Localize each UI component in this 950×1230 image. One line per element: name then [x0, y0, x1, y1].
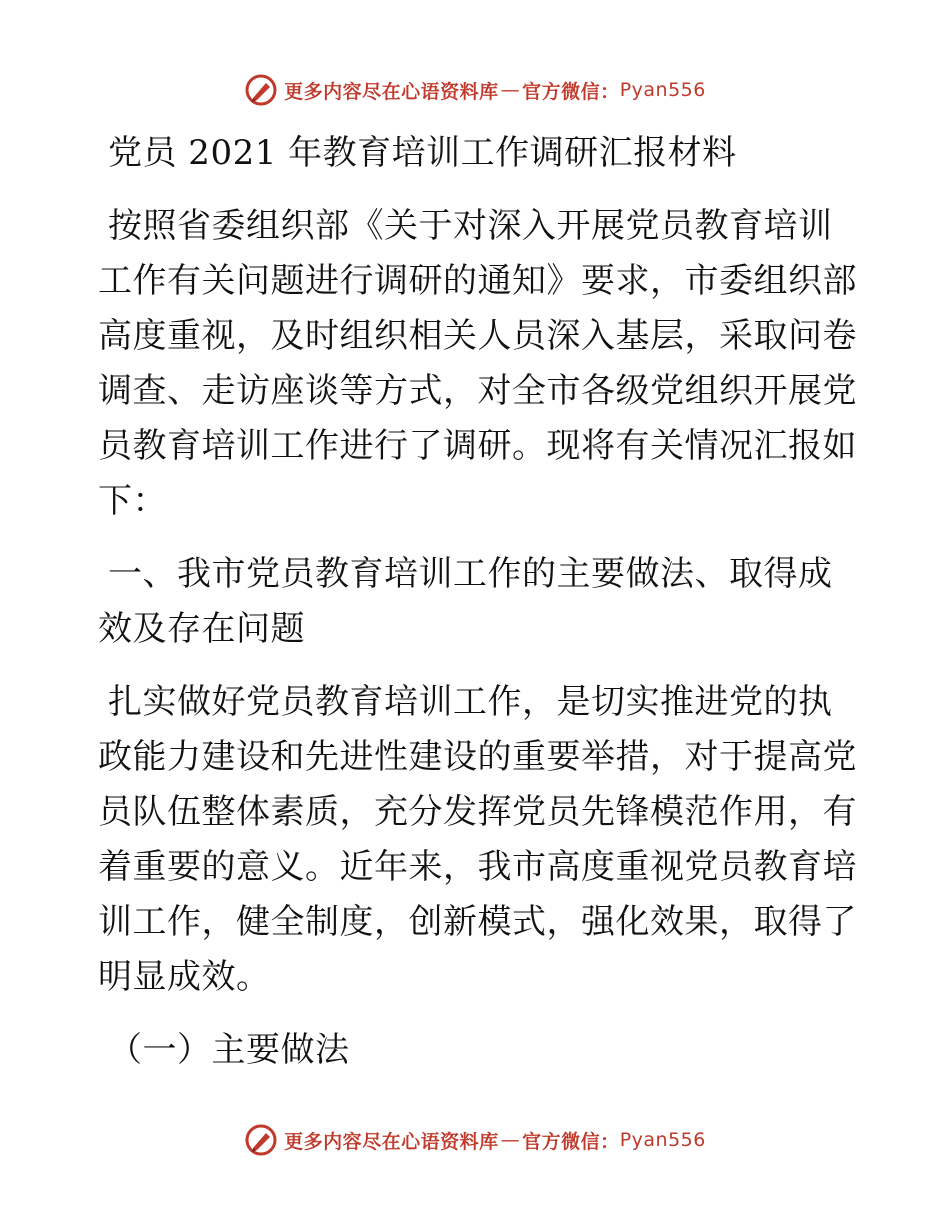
- paragraph-line: 员教育培训工作进行了调研。现将有关情况汇报如: [98, 426, 857, 466]
- paragraph-line: 政能力建设和先进性建设的重要举措，对于提高党: [98, 737, 857, 777]
- intro-paragraph: [98, 199, 858, 529]
- body-paragraph-2: [98, 675, 858, 1005]
- paragraph-line: 着重要的意义。近年来，我市高度重视党员教育培: [98, 847, 857, 887]
- paragraph-line: 工作有关问题进行调研的通知》要求，市委组织部: [98, 261, 857, 301]
- watermark-contact-id: Pyan556: [619, 79, 706, 101]
- paragraph-line: 扎实做好党员教育培训工作，是切实推进党的执: [108, 682, 833, 722]
- header-watermark: [0, 70, 950, 110]
- paragraph-line: 调查、走访座谈等方式，对全市各级党组织开展党: [98, 371, 857, 411]
- watermark-separator: —: [500, 1129, 521, 1151]
- document-title: 党员 2021 年教育培训工作调研汇报材料: [108, 133, 737, 173]
- watermark-separator: —: [500, 79, 521, 101]
- paragraph-line: 明显成效。: [98, 957, 271, 997]
- heading-line: 一、我市党员教育培训工作的主要做法、取得成: [108, 554, 833, 594]
- paragraph-line: 高度重视，及时组织相关人员深入基层，采取问卷: [98, 316, 857, 356]
- pen-logo-icon: [244, 73, 278, 107]
- watermark-text: 更多内容尽在心语资料库: [284, 80, 499, 103]
- watermark-contact-label: 官方微信：: [522, 80, 620, 103]
- paragraph-line: 下：: [98, 481, 167, 521]
- heading-line: 效及存在问题: [98, 609, 305, 649]
- paragraph-line: 按照省委组织部《关于对深入开展党员教育培训: [108, 206, 833, 246]
- section-heading-1: [98, 547, 858, 657]
- watermark-contact-label: 官方微信：: [522, 1130, 620, 1153]
- watermark-contact-id: Pyan556: [619, 1129, 706, 1151]
- paragraph-line: 员队伍整体素质，充分发挥党员先锋模范作用，有: [98, 792, 857, 832]
- paragraph-line: 训工作，健全制度，创新模式，强化效果，取得了: [98, 902, 857, 942]
- pen-logo-icon: [244, 1123, 278, 1157]
- subsection-heading: （一）主要做法: [108, 1030, 350, 1070]
- footer-watermark: [0, 1120, 950, 1160]
- document-body: [98, 120, 858, 1078]
- watermark-text: 更多内容尽在心语资料库: [284, 1130, 499, 1153]
